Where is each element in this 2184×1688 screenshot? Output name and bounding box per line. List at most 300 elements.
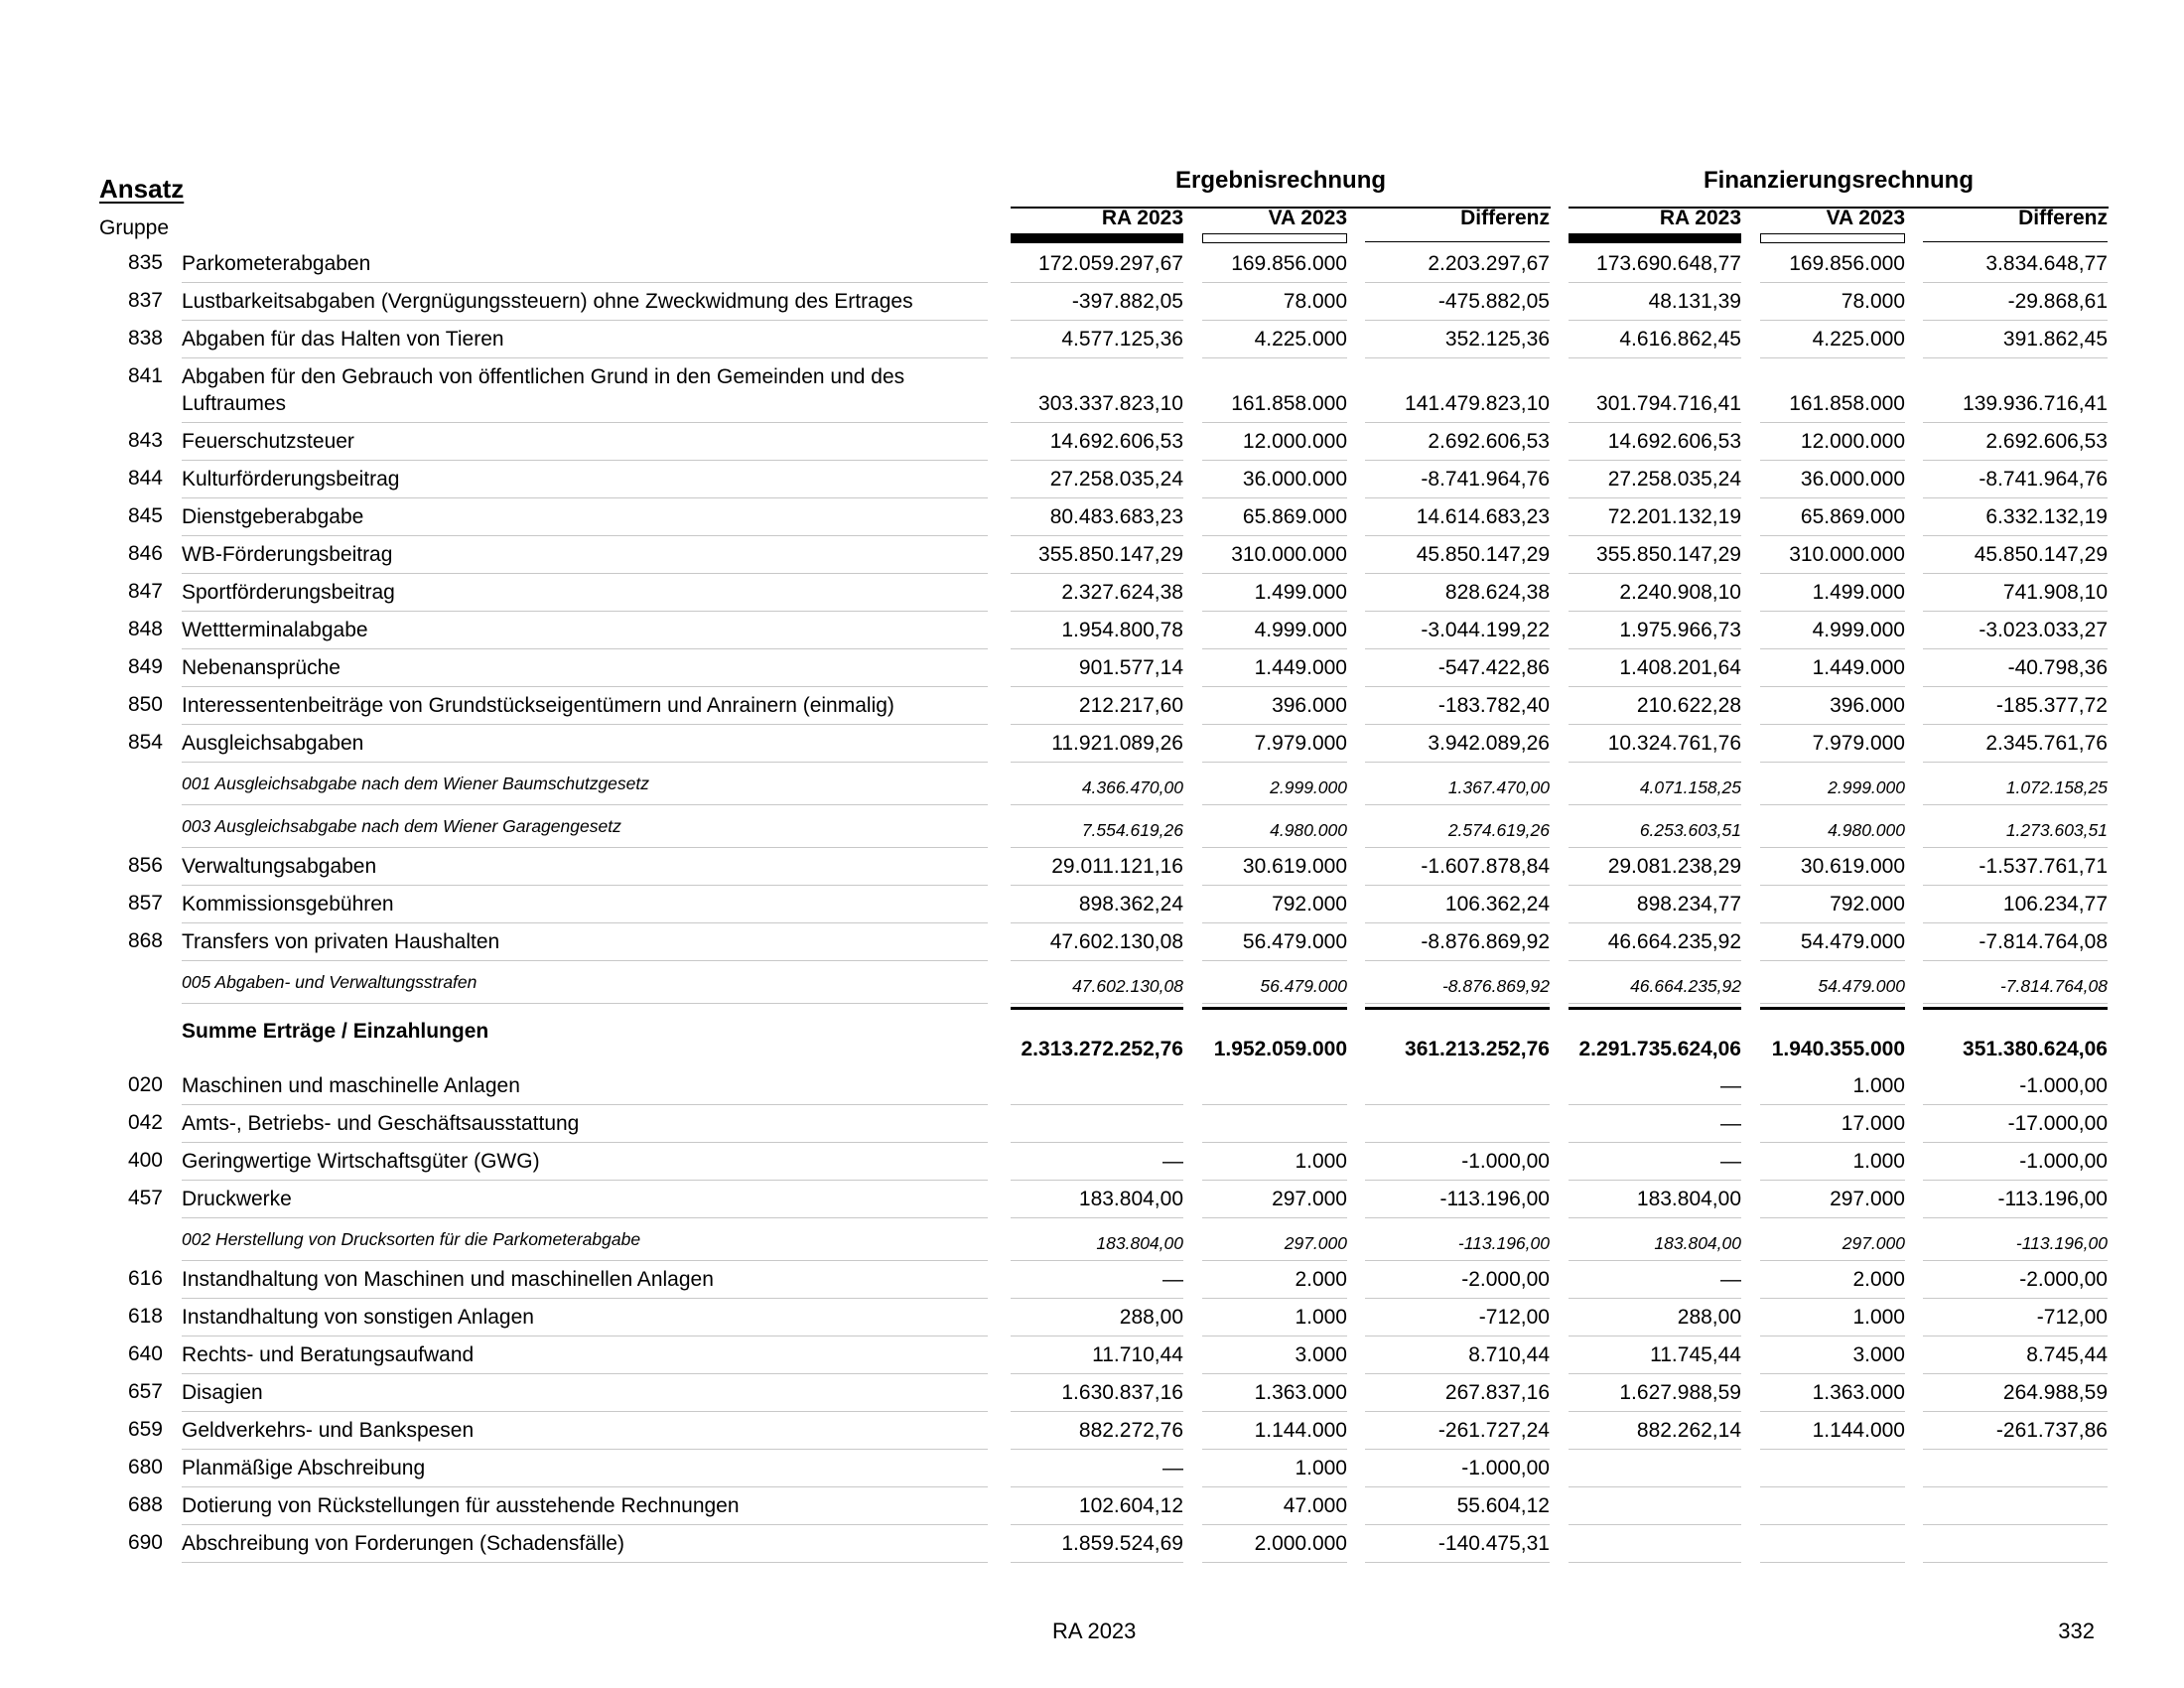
value-cell [1011, 848, 1183, 886]
value-cell [1011, 1450, 1183, 1487]
row-code: 850 [127, 693, 163, 716]
value-text: 1.000 [1295, 1457, 1347, 1479]
value-cell [1569, 687, 1741, 725]
value-cell [1760, 848, 1905, 886]
value-cell [1760, 1374, 1905, 1412]
value-text: — [1162, 1457, 1183, 1479]
value-cell [1202, 1374, 1347, 1412]
value-cell [1923, 1143, 2108, 1181]
value-text: 106.234,77 [2002, 893, 2108, 915]
row-label [182, 1226, 988, 1261]
value-text: 2.574.619,26 [1447, 820, 1550, 840]
value-text: 54.479.000 [1818, 976, 1905, 996]
row-code: 849 [127, 655, 163, 678]
value-text: 355.850.147,29 [1596, 543, 1741, 566]
value-text: -40.798,36 [2007, 656, 2108, 679]
value-cell [1923, 725, 2108, 763]
value-cell [1365, 423, 1550, 461]
value-cell [1760, 886, 1905, 923]
page-subtitle: Gruppe [99, 216, 170, 239]
row-code: 837 [127, 289, 163, 312]
value-cell [1760, 1299, 1905, 1336]
sub-row [0, 805, 2184, 848]
value-cell [1011, 536, 1183, 574]
value-text: 1.449.000 [1254, 656, 1347, 679]
value-cell [1202, 283, 1347, 321]
value-cell [1760, 1181, 1905, 1218]
row-code: 843 [127, 429, 163, 452]
value-text: 55.604,12 [1456, 1494, 1550, 1517]
table-row [0, 886, 2184, 923]
row-label [182, 579, 988, 612]
row-label-text: Instandhaltung von Maschinen und maschinellen Anlagen [182, 1268, 714, 1291]
value-text: 139.936.716,41 [1963, 392, 2108, 415]
value-text: 7.554.619,26 [1081, 820, 1183, 840]
value-text: -8.876.869,92 [1421, 930, 1550, 953]
value-cell [1760, 461, 1905, 498]
value-cell [1365, 321, 1550, 358]
value-cell [1760, 612, 1905, 649]
value-text: 1.499.000 [1254, 581, 1347, 604]
value-cell [1760, 1412, 1905, 1450]
row-code: 848 [127, 618, 163, 640]
value-cell [1569, 1218, 1741, 1261]
row-label-text: Disagien [182, 1381, 263, 1404]
row-label-text: Dotierung von Rückstellungen für ausstehende Rechnungen [182, 1494, 740, 1517]
value-cell [1923, 687, 2108, 725]
table-row [0, 1105, 2184, 1143]
row-label [182, 288, 988, 321]
value-text: 8.745,44 [2026, 1343, 2108, 1366]
table-row [0, 1181, 2184, 1218]
value-text: 301.794.716,41 [1596, 392, 1741, 415]
row-label-text: Kulturförderungsbeitrag [182, 468, 400, 491]
value-text: 54.479.000 [1800, 930, 1905, 953]
value-cell [1569, 1067, 1741, 1105]
value-cell [1365, 1299, 1550, 1336]
value-cell [1202, 1067, 1347, 1105]
value-cell [1923, 961, 2108, 1004]
value-cell [1569, 574, 1741, 612]
table-row [0, 321, 2184, 358]
row-label [182, 928, 988, 961]
value-text: 4.225.000 [1812, 328, 1905, 351]
value-text: — [1720, 1074, 1741, 1097]
value-cell [1569, 536, 1741, 574]
value-text: -1.000,00 [2019, 1074, 2108, 1097]
value-cell [1923, 245, 2108, 283]
value-text: 14.692.606,53 [1607, 430, 1741, 453]
row-label [182, 692, 988, 725]
value-text: 173.690.648,77 [1596, 252, 1741, 275]
row-code: 835 [127, 251, 163, 274]
row-label-text: Interessentenbeiträge von Grundstückseigentümern und Anrainern (einmalig) [182, 694, 894, 717]
value-cell [1202, 536, 1347, 574]
value-text: 2.692.606,53 [1428, 430, 1550, 453]
row-label [182, 1492, 988, 1525]
row-label-text: Dienstgeberabgabe [182, 505, 364, 528]
value-text: 264.988,59 [2002, 1381, 2108, 1404]
value-cell [1011, 805, 1183, 848]
value-cell [1923, 461, 2108, 498]
value-text: 36.000.000 [1242, 468, 1347, 491]
value-text: 2.000.000 [1254, 1532, 1347, 1555]
value-text: 72.201.132,19 [1607, 505, 1741, 528]
value-text: -185.377,72 [1995, 694, 2108, 717]
value-cell [1202, 1525, 1347, 1563]
table-row [0, 1487, 2184, 1525]
value-text: -3.044.199,22 [1421, 619, 1550, 641]
col-header-ra-finanz: RA 2023 [1659, 207, 1741, 229]
value-text: 11.921.089,26 [1051, 732, 1183, 755]
table-row [0, 423, 2184, 461]
value-text: — [1162, 1150, 1183, 1173]
value-text: 36.000.000 [1800, 468, 1905, 491]
sub-row [0, 961, 2184, 1004]
value-cell [1923, 283, 2108, 321]
value-text: 65.869.000 [1242, 505, 1347, 528]
value-text: 288,00 [1119, 1306, 1183, 1329]
row-label [182, 1455, 988, 1487]
table-row [0, 1374, 2184, 1412]
footer-label: RA 2023 [1052, 1618, 1137, 1643]
table-row [0, 245, 2184, 283]
value-text: 2.313.272.252,76 [1021, 1038, 1183, 1060]
value-cell [1365, 763, 1550, 805]
value-text: — [1162, 1268, 1183, 1291]
value-text: 14.614.683,23 [1416, 505, 1550, 528]
value-cell [1569, 1412, 1741, 1450]
row-code: 838 [127, 327, 163, 350]
value-cell [1760, 1218, 1905, 1261]
value-cell [1011, 1067, 1183, 1105]
table-row [0, 1450, 2184, 1487]
value-cell [1202, 1181, 1347, 1218]
row-label-text: Amts-, Betriebs- und Geschäftsausstattung [182, 1112, 580, 1135]
row-label [182, 891, 988, 923]
value-text: 3.942.089,26 [1428, 732, 1550, 755]
value-text: -712,00 [1478, 1306, 1550, 1329]
value-text: 4.980.000 [1828, 820, 1905, 840]
value-cell [1365, 1261, 1550, 1299]
row-code: 856 [127, 854, 163, 877]
value-cell [1569, 1143, 1741, 1181]
value-cell [1923, 1181, 2108, 1218]
value-cell [1760, 423, 1905, 461]
value-cell [1923, 612, 2108, 649]
value-cell [1923, 649, 2108, 687]
value-cell [1365, 961, 1550, 1004]
total-row [0, 1010, 2184, 1067]
value-cell [1760, 725, 1905, 763]
value-text: 65.869.000 [1800, 505, 1905, 528]
ra-legend-marker [1569, 233, 1741, 243]
row-label-text: Parkometerabgaben [182, 252, 371, 275]
value-text: 396.000 [1830, 694, 1905, 717]
value-cell [1011, 283, 1183, 321]
value-text: 1.144.000 [1812, 1419, 1905, 1442]
row-label-text: Verwaltungsabgaben [182, 855, 377, 878]
value-text: 141.479.823,10 [1405, 392, 1550, 415]
col-header-diff-finanz: Differenz [2018, 207, 2108, 229]
value-cell [1365, 1525, 1550, 1563]
row-label-text: 005 Abgaben- und Verwaltungsstrafen [182, 972, 478, 992]
value-cell [1365, 1487, 1550, 1525]
table-row [0, 358, 2184, 423]
value-cell [1569, 923, 1741, 961]
row-label-text: Kommissionsgebühren [182, 893, 394, 915]
row-code: 657 [127, 1380, 163, 1403]
value-text: 56.479.000 [1242, 930, 1347, 953]
value-cell [1923, 1412, 2108, 1450]
va-legend-marker [1202, 233, 1347, 243]
value-text: 4.616.862,45 [1619, 328, 1741, 351]
value-text: 361.213.252,76 [1405, 1038, 1550, 1060]
value-text: -8.876.869,92 [1441, 976, 1550, 996]
value-cell [1569, 358, 1741, 423]
value-text: 297.000 [1272, 1188, 1347, 1210]
row-label-text: Wettterminalabgabe [182, 619, 368, 641]
value-text: 78.000 [1841, 290, 1905, 313]
value-text: 3.000 [1295, 1343, 1347, 1366]
row-label-text: Maschinen und maschinelle Anlagen [182, 1074, 520, 1097]
value-text: 47.602.130,08 [1049, 930, 1183, 953]
row-code: 847 [127, 580, 163, 603]
row-code: 400 [127, 1149, 163, 1172]
row-label [182, 503, 988, 536]
row-label [182, 969, 988, 1004]
value-cell [1365, 1374, 1550, 1412]
value-cell [1569, 805, 1741, 848]
value-text: 45.850.147,29 [1416, 543, 1550, 566]
row-label [182, 1072, 988, 1105]
value-text: 352.125,36 [1444, 328, 1550, 351]
value-text: 1.144.000 [1254, 1419, 1347, 1442]
value-text: 1.627.988,59 [1619, 1381, 1741, 1404]
value-cell [1569, 1525, 1741, 1563]
row-code: 659 [127, 1418, 163, 1441]
row-label-text: Geringwertige Wirtschaftsgüter (GWG) [182, 1150, 540, 1173]
value-cell [1202, 358, 1347, 423]
diff-legend-marker [1365, 241, 1550, 243]
value-text: 1.859.524,69 [1061, 1532, 1183, 1555]
row-code: 020 [127, 1073, 163, 1096]
sub-row [0, 1218, 2184, 1261]
value-cell [1365, 649, 1550, 687]
value-cell [1202, 498, 1347, 536]
value-cell [1365, 1450, 1550, 1487]
row-label [182, 363, 988, 423]
value-cell [1202, 848, 1347, 886]
table-row [0, 574, 2184, 612]
table-row [0, 923, 2184, 961]
value-text: 2.291.735.624,06 [1578, 1038, 1741, 1060]
value-text: 310.000.000 [1231, 543, 1347, 566]
value-cell [1011, 1105, 1183, 1143]
value-cell [1569, 649, 1741, 687]
value-cell [1011, 886, 1183, 923]
value-text: -397.882,05 [1071, 290, 1183, 313]
value-text: -1.000,00 [1461, 1457, 1550, 1479]
value-text: -547.422,86 [1437, 656, 1550, 679]
row-label [182, 1110, 988, 1143]
value-text: 297.000 [1284, 1233, 1347, 1253]
value-cell [1760, 358, 1905, 423]
row-label-text: 001 Ausgleichsabgabe nach dem Wiener Baumschutzgesetz [182, 774, 650, 793]
page-title: Ansatz [99, 174, 185, 204]
value-cell [1011, 961, 1183, 1004]
value-cell [1760, 245, 1905, 283]
value-cell [1365, 725, 1550, 763]
value-cell [1760, 1010, 1905, 1067]
value-text: 898.362,24 [1078, 893, 1183, 915]
row-label [182, 428, 988, 461]
value-text: 1.367.470,00 [1447, 777, 1550, 797]
value-cell [1011, 358, 1183, 423]
value-cell [1011, 1143, 1183, 1181]
row-label-text-continued: Luftraumes [182, 392, 287, 415]
section-finanzierungsrechnung: Finanzierungsrechnung [1569, 167, 2109, 209]
value-cell [1923, 536, 2108, 574]
value-text: 297.000 [1842, 1233, 1905, 1253]
table-row [0, 725, 2184, 763]
value-text: 288,00 [1677, 1306, 1741, 1329]
row-code: 680 [127, 1456, 163, 1478]
value-cell [1011, 1010, 1183, 1067]
value-cell [1202, 321, 1347, 358]
value-cell [1011, 1336, 1183, 1374]
value-text: 1.000 [1295, 1150, 1347, 1173]
value-cell [1569, 725, 1741, 763]
value-text: 45.850.147,29 [1974, 543, 2108, 566]
value-text: 1.000 [1852, 1074, 1905, 1097]
table-row [0, 848, 2184, 886]
value-text: -113.196,00 [2015, 1233, 2108, 1253]
row-label [182, 250, 988, 283]
value-cell [1365, 1010, 1550, 1067]
row-label-text: 003 Ausgleichsabgabe nach dem Wiener Garagengesetz [182, 816, 621, 836]
value-cell [1923, 358, 2108, 423]
value-text: 46.664.235,92 [1607, 930, 1741, 953]
value-cell [1011, 1181, 1183, 1218]
table-row [0, 1067, 2184, 1105]
value-cell [1923, 1299, 2108, 1336]
value-cell [1202, 1412, 1347, 1450]
value-cell [1202, 886, 1347, 923]
value-text: 56.479.000 [1260, 976, 1347, 996]
value-cell [1365, 574, 1550, 612]
row-label [182, 1417, 988, 1450]
value-cell [1923, 498, 2108, 536]
value-cell [1760, 805, 1905, 848]
value-cell [1569, 245, 1741, 283]
value-text: 303.337.823,10 [1038, 392, 1183, 415]
value-cell [1569, 612, 1741, 649]
value-text: 12.000.000 [1242, 430, 1347, 453]
value-text: — [1720, 1268, 1741, 1291]
value-text: 1.940.355.000 [1771, 1038, 1905, 1060]
value-text: 11.710,44 [1092, 1343, 1183, 1366]
value-cell [1569, 423, 1741, 461]
value-text: 2.000 [1295, 1268, 1347, 1291]
value-cell [1365, 1412, 1550, 1450]
value-text: 210.622,28 [1636, 694, 1741, 717]
value-cell [1202, 1299, 1347, 1336]
value-cell [1569, 848, 1741, 886]
value-text: 4.999.000 [1812, 619, 1905, 641]
value-cell [1569, 498, 1741, 536]
value-cell [1760, 923, 1905, 961]
value-text: 8.710,44 [1468, 1343, 1550, 1366]
value-cell [1923, 1010, 2108, 1067]
value-text: -140.475,31 [1437, 1532, 1550, 1555]
value-text: 882.272,76 [1078, 1419, 1183, 1442]
value-cell [1365, 358, 1550, 423]
row-label [182, 771, 988, 805]
value-text: 792.000 [1272, 893, 1347, 915]
value-text: 1.630.837,16 [1061, 1381, 1183, 1404]
value-text: 3.834.648,77 [1985, 252, 2108, 275]
value-text: -8.741.964,76 [1979, 468, 2108, 491]
value-text: 102.604,12 [1078, 1494, 1183, 1517]
row-code: 457 [127, 1187, 163, 1209]
table-row [0, 612, 2184, 649]
value-text: 391.862,45 [2002, 328, 2108, 351]
value-cell [1569, 1450, 1741, 1487]
value-text: 161.858.000 [1789, 392, 1905, 415]
row-code: 688 [127, 1493, 163, 1516]
table-row [0, 461, 2184, 498]
value-cell [1923, 923, 2108, 961]
row-label [182, 1379, 988, 1412]
row-code: 844 [127, 467, 163, 490]
value-text: 183.804,00 [1078, 1188, 1183, 1210]
value-cell [1923, 423, 2108, 461]
value-text: 80.483.683,23 [1049, 505, 1183, 528]
value-cell [1923, 805, 2108, 848]
value-text: 4.577.125,36 [1061, 328, 1183, 351]
table-row [0, 649, 2184, 687]
value-text: 267.837,16 [1444, 1381, 1550, 1404]
value-cell [1365, 1067, 1550, 1105]
row-code: 845 [127, 504, 163, 527]
value-text: 6.332.132,19 [1985, 505, 2108, 528]
value-cell [1365, 283, 1550, 321]
row-code: 690 [127, 1531, 163, 1554]
row-label [182, 617, 988, 649]
table-row [0, 1299, 2184, 1336]
value-cell [1923, 886, 2108, 923]
value-cell [1365, 923, 1550, 961]
value-cell [1202, 725, 1347, 763]
value-cell [1923, 848, 2108, 886]
row-code: 640 [127, 1342, 163, 1365]
value-cell [1760, 1336, 1905, 1374]
value-text: 183.804,00 [1654, 1233, 1741, 1253]
value-cell [1202, 1143, 1347, 1181]
row-code: 841 [127, 364, 163, 387]
value-text: 1.000 [1852, 1306, 1905, 1329]
value-cell [1923, 574, 2108, 612]
value-text: 183.804,00 [1096, 1233, 1183, 1253]
value-cell [1202, 961, 1347, 1004]
col-header-va-ergebnis: VA 2023 [1268, 207, 1347, 229]
row-label [182, 541, 988, 574]
value-text: 47.000 [1283, 1494, 1347, 1517]
value-text: -2.000,00 [1461, 1268, 1550, 1291]
value-cell [1202, 1218, 1347, 1261]
table-row [0, 687, 2184, 725]
